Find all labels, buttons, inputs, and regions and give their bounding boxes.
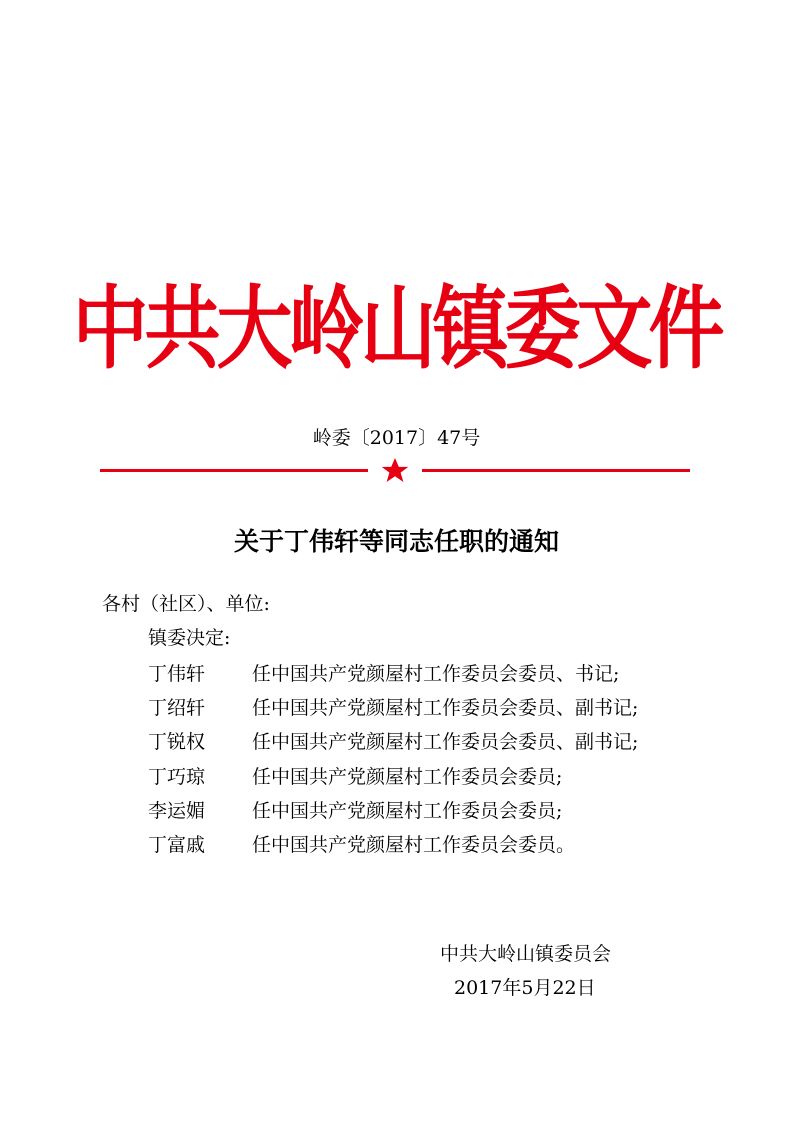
masthead-title: 中共大岭山镇委文件 bbox=[72, 275, 721, 381]
appointment-role: 任中国共产党颜屋村工作委员会委员、书记; bbox=[252, 663, 620, 685]
appointee-name: 丁巧琼 bbox=[148, 765, 206, 788]
red-divider bbox=[100, 458, 690, 488]
appointment-role: 任中国共产党颜屋村工作委员会委员; bbox=[252, 765, 563, 788]
appointment-list bbox=[148, 660, 708, 865]
appointee-name: 丁锐权 bbox=[148, 731, 206, 754]
divider-right-line bbox=[422, 469, 690, 472]
appointee-name: 李运媚 bbox=[148, 799, 206, 822]
addressee-line: 各村（社区）、单位: bbox=[102, 593, 270, 615]
appointee-name: 丁伟轩 bbox=[148, 663, 206, 685]
star-icon bbox=[382, 458, 409, 482]
appointment-row bbox=[148, 797, 708, 831]
appointment-role: 任中国共产党颜屋村工作委员会委员、副书记; bbox=[252, 697, 639, 720]
appointment-row bbox=[148, 660, 708, 694]
document-number: 岭委〔2017〕47号 bbox=[312, 427, 481, 449]
decision-intro: 镇委决定: bbox=[148, 627, 231, 649]
notice-title: 关于丁伟轩等同志任职的通知 bbox=[233, 527, 559, 556]
appointee-name: 丁绍轩 bbox=[148, 697, 206, 720]
appointment-role: 任中国共产党颜屋村工作委员会委员; bbox=[252, 799, 563, 822]
divider-left-line bbox=[100, 469, 368, 472]
appointment-role: 任中国共产党颜屋村工作委员会委员。 bbox=[252, 833, 576, 856]
appointee-name: 丁富戚 bbox=[148, 833, 206, 856]
appointment-row bbox=[148, 728, 708, 762]
signature-date: 2017年5月22日 bbox=[454, 977, 596, 999]
appointment-row bbox=[148, 831, 708, 865]
appointment-row bbox=[148, 694, 708, 728]
appointment-row bbox=[148, 763, 708, 797]
signature-block bbox=[440, 940, 640, 1002]
appointment-role: 任中国共产党颜屋村工作委员会委员、副书记; bbox=[252, 731, 639, 754]
signature-organization: 中共大岭山镇委员会 bbox=[440, 943, 612, 965]
